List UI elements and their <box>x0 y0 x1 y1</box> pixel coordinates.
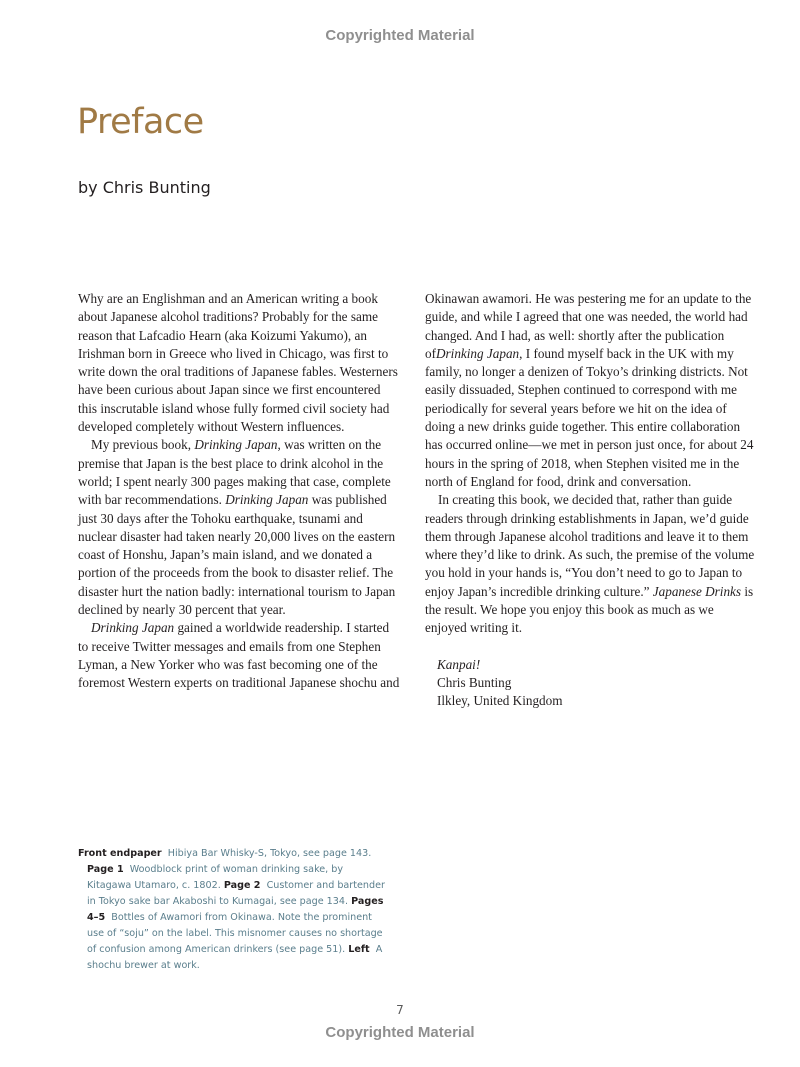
copyright-watermark-top: Copyrighted Material <box>325 27 475 44</box>
paragraph-3: Drinking Japan gained a worldwide readership. I started to receive Twitter messages and emails from one Stephen Lyman, a New Yorker who was fast becoming one of the foremost Western experts on traditional Japanese shochu and <box>78 620 400 691</box>
signoff-salute: Kanpai! <box>437 656 481 672</box>
signoff <box>425 656 755 711</box>
paragraph-3-continued: Okinawan awamori. He was pestering me for an update to the guide, and while I agreed that one was needed, the world had changed. And I had, as well: shortly after the publication ofDrinking Japan, I found myself back in the UK with my family, no longer a denizen of Tokyo’s drinking districts. Not easily dissuaded, Stephen continued to correspond with me periodically for several years before we hit on the idea of doing a new drinks guide together. This entire collaboration has occurred online—we met in person just once, for about 24 hours in the spring of 2018, when Stephen visited me in the north of England for food, drink and conversation. <box>425 291 754 489</box>
copyright-watermark-bottom: Copyrighted Material <box>325 1024 475 1041</box>
paragraph-2: My previous book, Drinking Japan, was written on the premise that Japan is the best place to drink alcohol in the world; I spent nearly 300 pages making that case, complete with bar recommendations. Drinking Japan was published just 30 days after the Tohoku earthquake, tsunami and nuclear disaster had taken nearly 20,000 lives on the eastern coast of Honshu, Japan’s main island, and we donated a portion of the proceeds from the book to disaster relief. The disaster hurt the nation badly: international tourism to Japan declined by nearly 30 percent that year. <box>78 437 396 618</box>
author-byline: by Chris Bunting <box>78 178 211 197</box>
signoff-name: Chris Bunting <box>437 674 512 690</box>
image-caption: Front endpaper Hibiya Bar Whisky-S, Tokyo, see page 143. Page 1 Woodblock print of woman drinking sake, by Kitagawa Utamaro, c. 1802. Page 2 Customer and bartender in Tokyo sake bar Akaboshi to Kumagai, see page 134. Pages 4–5 Bottles of Awamori from Okinawa. Note the prominent use of “soju” on the label. This misnomer causes no shortage of confusion among American drinkers (see page 51). Left A shochu brewer at work. <box>78 848 385 971</box>
page-title: Preface <box>77 102 204 142</box>
page-number: 7 <box>396 1003 404 1017</box>
signoff-place: Ilkley, United Kingdom <box>437 693 563 709</box>
text-column-right <box>425 290 755 711</box>
paragraph-4: In creating this book, we decided that, rather than guide readers through drinking establishments in Japan, we’d guide them through Japanese alcohol traditions and leave it to them where they’d like to drink. As such, the premise of the volume you hold in your hands is, “You don’t need to go to Japan to enjoy Japan’s incredible drinking culture.” Japanese Drinks is the result. We hope you enjoy this book as much as we enjoyed writing it. <box>425 492 755 636</box>
paragraph-1: Why are an Englishman and an American writing a book about Japanese alcohol traditions? Probably for the same reason that Lafcadio Hearn (aka Koizumi Yakumo), an Irishman born in Greece who lived in Chicago, was first to write down the oral traditions of Japanese fables. Westerners have been curious about Japan since we first encountered this inscrutable island whose fully formed civil society had developed completely without Western influences. <box>78 291 398 435</box>
text-column-left <box>78 290 402 693</box>
